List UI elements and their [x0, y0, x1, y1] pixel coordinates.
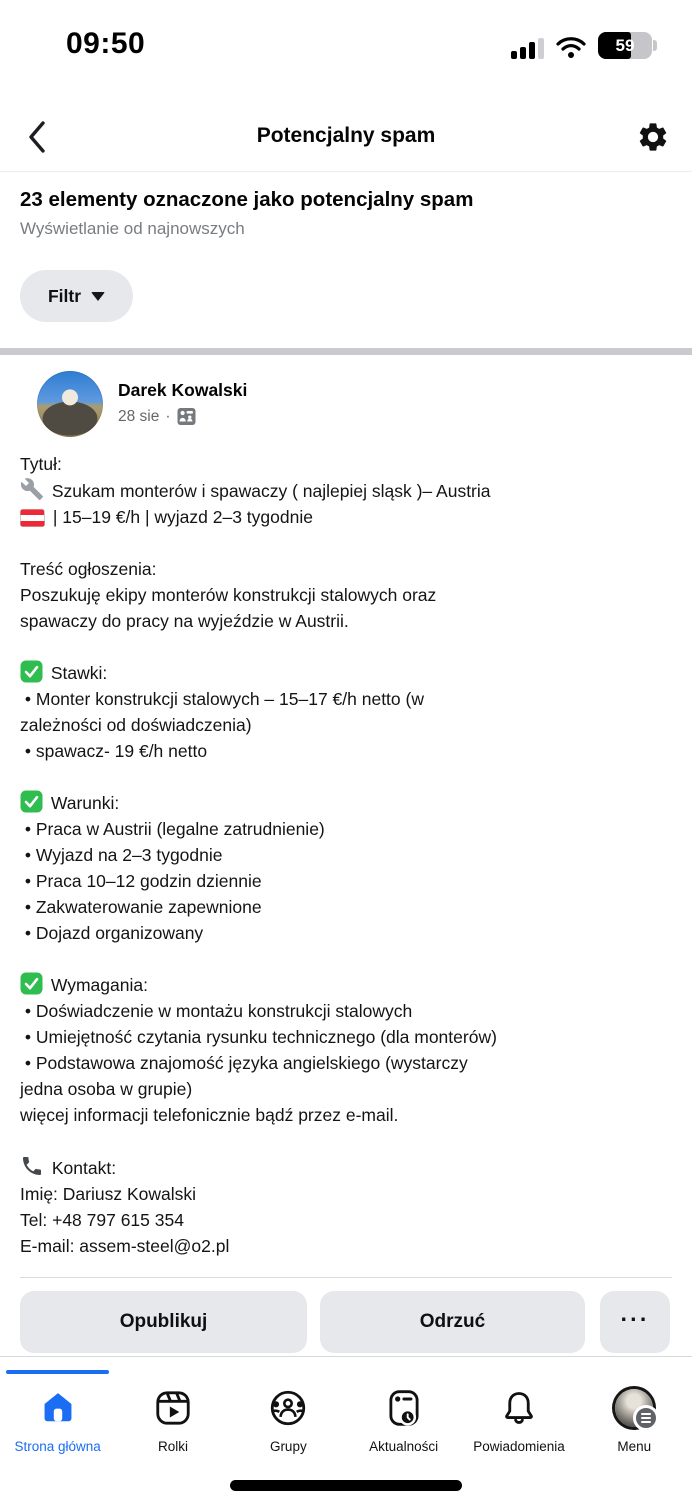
check-icon: [20, 660, 43, 683]
reels-icon: [152, 1387, 194, 1429]
post-body-line: E-mail: assem-steel@o2.pl: [20, 1236, 230, 1256]
post-body-line: Stawki:: [20, 660, 672, 686]
tab-label: Menu: [617, 1439, 652, 1454]
spam-post-card: [0, 355, 692, 1259]
post-body-line: • Dojazd organizowany: [20, 923, 204, 943]
post-body-line: [20, 1128, 672, 1154]
bottom-tab-bar: [0, 1356, 692, 1500]
post-actions-divider: [20, 1277, 672, 1278]
avatar[interactable]: [37, 371, 103, 437]
gear-icon[interactable]: [636, 120, 670, 154]
spam-overview-section: [20, 171, 672, 322]
post-author-name[interactable]: Darek Kowalski: [118, 380, 248, 400]
publish-button[interactable]: Opublikuj: [20, 1291, 307, 1353]
tab-aktualnosci[interactable]: [346, 1387, 461, 1454]
post-body-line: • Zakwaterowanie zapewnione: [20, 897, 262, 917]
sort-order-subheading: Wyświetlanie od najnowszych: [20, 219, 245, 238]
group-privacy-icon: [177, 407, 196, 426]
section-divider: [0, 348, 692, 355]
bell-icon: [498, 1387, 540, 1429]
page-header: [0, 103, 692, 172]
more-options-button[interactable]: ···: [600, 1291, 670, 1353]
post-body-line: • Podstawowa znajomość języka angielskiego (wystarczy: [20, 1053, 468, 1073]
moderation-actions: [20, 1291, 670, 1353]
phone-icon: [20, 1154, 44, 1178]
post-body-line: • Monter konstrukcji stalowych – 15–17 €/h netto (w: [20, 689, 424, 709]
spam-count-heading: 23 elementy oznaczone jako potencjalny spam: [20, 188, 474, 211]
post-body-line: Szukam monterów i spawaczy ( najlepiej sląsk )– Austria: [20, 477, 672, 504]
clock: 09:50: [66, 27, 146, 60]
tab-label: Strona główna: [14, 1439, 101, 1454]
post-body-line: • Praca w Austrii (legalne zatrudnienie): [20, 819, 325, 839]
tab-powiadomienia[interactable]: [461, 1387, 576, 1454]
page-title: Potencjalny spam: [256, 124, 436, 147]
post-body-line: | 15–19 €/h | wyjazd 2–3 tygodnie: [20, 504, 672, 530]
chevron-down-icon: [91, 292, 105, 301]
post-body-line: Imię: Dariusz Kowalski: [20, 1184, 197, 1204]
post-body-line: Kontakt:: [20, 1154, 672, 1181]
tab-label: Aktualności: [369, 1439, 439, 1454]
filter-button[interactable]: [20, 270, 133, 322]
post-body-line: [20, 530, 672, 556]
menu-avatar-icon: [615, 1389, 653, 1427]
post-body-line: spawaczy do pracy na wyjeździe w Austrii.: [20, 611, 349, 631]
news-icon: [383, 1387, 425, 1429]
post-body-line: • Wyjazd na 2–3 tygodnie: [20, 845, 223, 865]
battery-icon: [598, 32, 652, 59]
post-body-line: [20, 764, 672, 790]
post-body-line: Tel: +48 797 615 354: [20, 1210, 184, 1230]
post-body-line: [20, 946, 672, 972]
flag-austria-icon: [20, 509, 45, 527]
post-body-line: • Umiejętność czytania rysunku technicznego (dla monterów): [20, 1027, 497, 1047]
wrench-icon: [20, 477, 44, 501]
post-body-line: • Praca 10–12 godzin dziennie: [20, 871, 262, 891]
active-tab-indicator: [6, 1370, 109, 1374]
post-body-line: Warunki:: [20, 790, 672, 816]
tab-rolki[interactable]: [115, 1387, 230, 1454]
post-body-line: jedna osoba w grupie): [20, 1079, 193, 1099]
home-icon: [37, 1387, 79, 1429]
tab-label: Powiadomienia: [473, 1439, 565, 1454]
post-body: [0, 437, 692, 1259]
check-icon: [20, 972, 43, 995]
tab-strona-glowna[interactable]: [0, 1387, 115, 1454]
meta-separator: ·: [165, 407, 171, 425]
tab-menu[interactable]: [577, 1387, 692, 1454]
home-indicator-bar[interactable]: [230, 1480, 462, 1491]
post-body-line: Tytuł:: [20, 454, 62, 474]
groups-icon: [267, 1387, 309, 1429]
battery-percent: 59: [615, 35, 635, 55]
reject-button[interactable]: Odrzuć: [320, 1291, 585, 1353]
post-body-line: Treść ogłoszenia:: [20, 559, 157, 579]
hamburger-badge-icon: [633, 1405, 659, 1431]
post-body-line: zależności od doświadczenia): [20, 715, 252, 735]
post-header: [0, 355, 692, 437]
check-icon: [20, 790, 43, 813]
post-meta: [118, 407, 247, 426]
back-icon[interactable]: [24, 118, 52, 156]
filter-button-label: Filtr: [47, 285, 82, 306]
status-bar: [0, 0, 692, 84]
post-body-line: • Doświadczenie w montażu konstrukcji stalowych: [20, 1001, 413, 1021]
post-body-line: Wymagania:: [20, 972, 672, 998]
post-body-line: [20, 634, 672, 660]
post-date: 28 sie: [118, 407, 160, 425]
post-body-line: • spawacz- 19 €/h netto: [20, 741, 208, 761]
post-body-line: Poszukuję ekipy monterów konstrukcji stalowych oraz: [20, 585, 437, 605]
cellular-signal-icon: [511, 37, 544, 59]
tab-grupy[interactable]: [231, 1387, 346, 1454]
post-body-line: więcej informacji telefonicznie bądź przez e-mail.: [20, 1105, 399, 1125]
tab-label: Grupy: [269, 1439, 307, 1454]
tab-label: Rolki: [157, 1439, 188, 1454]
wifi-icon: [556, 36, 586, 59]
